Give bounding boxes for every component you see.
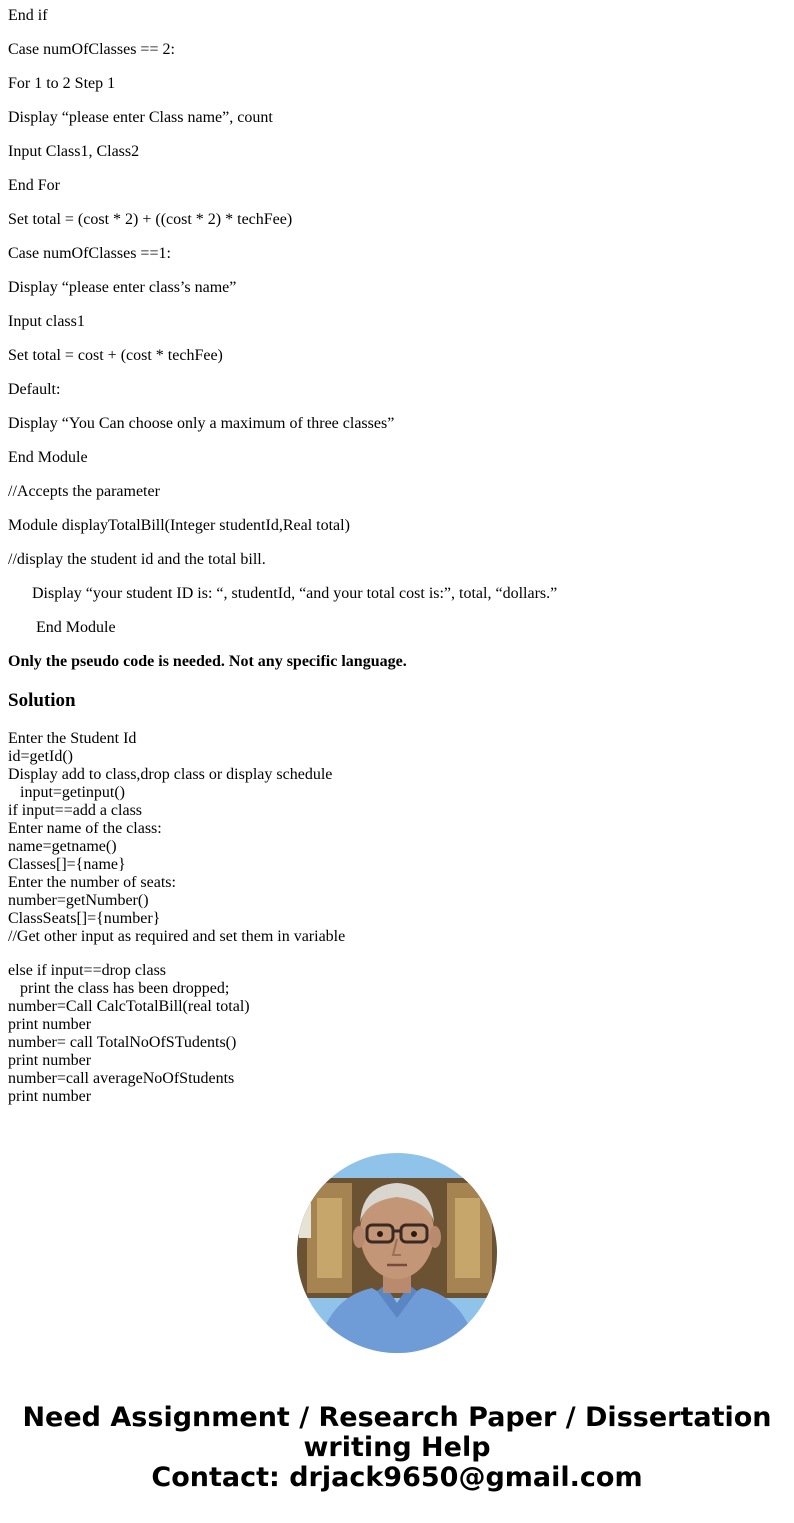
solution-code-line: print number bbox=[8, 1016, 92, 1033]
solution-code-line: print number bbox=[8, 1088, 92, 1105]
pseudocode-line: Module displayTotalBill(Integer studentId,Real total) bbox=[8, 517, 350, 534]
pseudocode-line: Input class1 bbox=[8, 313, 85, 330]
solution-code-line: print the class has been dropped; bbox=[8, 980, 230, 997]
solution-code-line: number=getNumber() bbox=[8, 892, 149, 909]
pseudocode-line: Display “You Can choose only a maximum of three classes” bbox=[8, 415, 395, 432]
solution-code-line: number= call TotalNoOfSTudents() bbox=[8, 1034, 237, 1051]
solution-code-line: input=getinput() bbox=[8, 784, 126, 801]
solution-heading: Solution bbox=[8, 690, 76, 711]
pseudocode-line: Set total = (cost * 2) + ((cost * 2) * techFee) bbox=[8, 211, 293, 228]
solution-code-line: Enter the number of seats: bbox=[8, 874, 176, 891]
pseudocode-line: End if bbox=[8, 7, 48, 24]
pseudocode-line: Default: bbox=[8, 381, 61, 398]
question-pseudocode bbox=[8, 7, 557, 687]
pseudocode-line: End Module bbox=[8, 449, 88, 466]
pseudocode-line: Case numOfClasses ==1: bbox=[8, 245, 171, 262]
pseudocode-line: End Module bbox=[36, 619, 116, 636]
pseudocode-line: //Accepts the parameter bbox=[8, 483, 160, 500]
solution-code-line: ClassSeats[]={number} bbox=[8, 910, 161, 927]
solution-code-line: number=Call CalcTotalBill(real total) bbox=[8, 998, 250, 1015]
pseudocode-line: Display “your student ID is: “, studentId, “and your total cost is:”, total, “dollars.” bbox=[32, 585, 558, 602]
solution-code-line: Enter the Student Id bbox=[8, 730, 137, 747]
pseudocode-line: Display “please enter Class name”, count bbox=[8, 109, 273, 126]
solution-code-line: name=getname() bbox=[8, 838, 117, 855]
promo-contact: Contact: drjack9650@gmail.com bbox=[151, 1462, 643, 1493]
pseudocode-line: Set total = cost + (cost * techFee) bbox=[8, 347, 223, 364]
solution-code-line: if input==add a class bbox=[8, 802, 143, 819]
author-photo bbox=[297, 1153, 497, 1353]
pseudocode-line: Case numOfClasses == 2: bbox=[8, 41, 175, 58]
solution-code-block-1 bbox=[8, 730, 345, 946]
solution-code-line: //Get other input as required and set them in variable bbox=[8, 928, 346, 945]
solution-code-line: else if input==drop class bbox=[8, 962, 167, 979]
pseudocode-line: For 1 to 2 Step 1 bbox=[8, 75, 116, 92]
solution-code-line: Enter name of the class: bbox=[8, 820, 162, 837]
solution-code-line: print number bbox=[8, 1052, 92, 1069]
solution-code-line: Display add to class,drop class or display schedule bbox=[8, 766, 333, 783]
solution-code-line: id=getId() bbox=[8, 748, 73, 765]
promo-banner bbox=[0, 1403, 794, 1493]
pseudocode-line: Input Class1, Class2 bbox=[8, 143, 140, 160]
pseudocode-line: Only the pseudo code is needed. Not any specific language. bbox=[8, 653, 407, 670]
pseudocode-line: End For bbox=[8, 177, 60, 194]
pseudocode-line: //display the student id and the total bill. bbox=[8, 551, 266, 568]
promo-line-1: Need Assignment / Research Paper / Dissertation bbox=[22, 1402, 772, 1433]
solution-code-block-2 bbox=[8, 962, 250, 1106]
author-avatar bbox=[297, 1153, 497, 1353]
solution-code-line: number=call averageNoOfStudents bbox=[8, 1070, 235, 1087]
solution-code-line: Classes[]={name} bbox=[8, 856, 126, 873]
promo-line-2: writing Help bbox=[303, 1432, 491, 1463]
pseudocode-line: Display “please enter class’s name” bbox=[8, 279, 237, 296]
